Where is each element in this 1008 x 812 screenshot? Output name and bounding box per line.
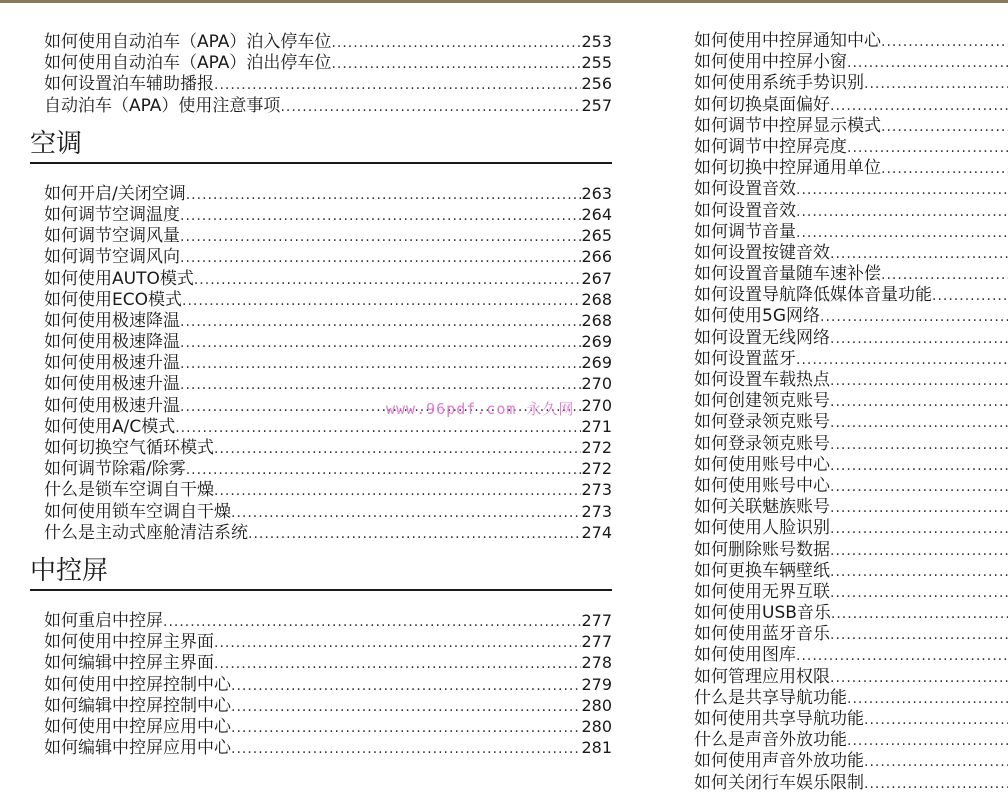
dot-leader: [214, 439, 581, 460]
toc-entry-title: 如何设置按键音效: [694, 242, 830, 263]
toc-entry[interactable]: [30, 289, 612, 310]
toc-entry[interactable]: [694, 540, 1008, 561]
toc-entry-page-number: 281: [581, 738, 612, 758]
toc-entry-title: 自动泊车（APA）使用注意事项: [44, 95, 281, 116]
toc-entry[interactable]: [30, 95, 612, 116]
toc-entry-title: 如何使用图库: [694, 645, 796, 666]
toc-entry-page-number: 280: [581, 716, 612, 736]
toc-entry-page-number: 278: [581, 653, 612, 673]
toc-entry-title: 如何切换空气循环模式: [44, 438, 214, 458]
dot-leader: [180, 354, 581, 375]
toc-entry-page-number: 270: [581, 374, 612, 394]
dot-leader: [180, 375, 581, 396]
toc-entry-title: 如何使用蓝牙音乐: [694, 624, 830, 645]
toc-entry-title: 如何使用共享导航功能: [694, 709, 864, 729]
dot-leader: [280, 97, 581, 118]
dot-leader: [864, 774, 1008, 794]
toc-entry[interactable]: [30, 631, 612, 652]
dot-leader: [830, 371, 1008, 392]
toc-entry-title: 如何编辑中控屏应用中心: [44, 738, 231, 759]
toc-entry-title: 如何切换中控屏通用单位: [694, 158, 881, 179]
dot-leader: [214, 481, 581, 502]
toc-entry-page-number: 274: [581, 522, 612, 542]
toc-entry[interactable]: [694, 688, 1008, 709]
dot-leader: [830, 413, 1008, 434]
toc-entry-title: 如何调节中控屏显示模式: [694, 115, 881, 136]
toc-entry-page-number: 268: [581, 310, 612, 330]
toc-entry-title: 如何设置车载热点: [694, 370, 830, 390]
dot-leader: [796, 180, 1008, 201]
toc-entry[interactable]: [30, 716, 612, 737]
toc-entry-title: 如何使用极速降温: [44, 332, 180, 353]
dot-leader: [881, 117, 1008, 138]
toc-entry-page-number: 277: [581, 610, 612, 630]
toc-entry-page-number: 267: [581, 268, 612, 288]
toc-entry[interactable]: [30, 610, 612, 631]
toc-entry[interactable]: [30, 31, 612, 52]
toc-entry[interactable]: [694, 730, 1008, 751]
toc-entry-page-number: 271: [581, 416, 612, 436]
toc-entry-title: 什么是锁车空调自干燥: [44, 480, 214, 501]
toc-entry[interactable]: [694, 518, 1008, 539]
toc-entry-title: 如何设置导航降低媒体音量功能: [694, 285, 932, 306]
toc-entry-page-number: 263: [581, 183, 612, 203]
toc-entry[interactable]: [694, 709, 1008, 730]
toc-entry-title: 如何调节空调风量: [44, 226, 180, 247]
dot-leader: [796, 223, 1008, 244]
toc-entry[interactable]: [30, 695, 612, 716]
toc-entry[interactable]: [694, 751, 1008, 772]
dot-leader: [796, 350, 1008, 371]
toc-entry-title: 如何使用中控屏小窗: [694, 52, 847, 73]
dot-leader: [180, 206, 581, 227]
dot-leader: [214, 75, 581, 96]
toc-entry[interactable]: [694, 455, 1008, 476]
toc-entry-title: 如何设置音效: [694, 200, 796, 221]
toc-entry[interactable]: [694, 116, 1008, 137]
toc-entry[interactable]: [694, 137, 1008, 158]
toc-entry[interactable]: [694, 306, 1008, 327]
section-heading-screen: 中控屏: [30, 555, 612, 591]
dot-leader: [830, 435, 1008, 456]
dot-leader: [864, 710, 1008, 731]
toc-entry-title: 如何关闭行车娱乐限制: [694, 772, 864, 793]
toc-entry[interactable]: [694, 95, 1008, 116]
dot-leader: [847, 731, 1008, 752]
dot-leader: [831, 604, 1008, 625]
toc-entry[interactable]: [694, 391, 1008, 412]
toc-entry-title: 如何使用USB音乐: [694, 603, 831, 624]
toc-entry[interactable]: [30, 352, 612, 373]
toc-entry-title: 如何使用ECO模式: [44, 289, 182, 310]
toc-entry[interactable]: [694, 222, 1008, 243]
dot-leader: [180, 312, 581, 333]
dot-leader: [248, 524, 581, 545]
dot-leader: [231, 697, 581, 718]
toc-entry[interactable]: [30, 522, 612, 543]
dot-leader: [186, 185, 582, 206]
toc-entry-page-number: 277: [581, 632, 612, 652]
dot-leader: [830, 625, 1008, 646]
dot-leader: [864, 752, 1008, 773]
dot-leader: [847, 53, 1008, 74]
toc-entry[interactable]: [694, 434, 1008, 455]
section-heading-ac: 空调: [30, 128, 612, 164]
toc-entry[interactable]: [694, 497, 1008, 518]
toc-entry-page-number: 280: [581, 695, 612, 715]
toc-entry-title: 什么是主动式座舱清洁系统: [44, 522, 248, 543]
dot-leader: [180, 227, 581, 248]
toc-entry-title: 如何设置音量随车速补偿: [694, 264, 881, 285]
toc-entry-title: 如何使用账号中心: [694, 475, 830, 496]
toc-entry-title: 如何使用声音外放功能: [694, 751, 864, 772]
toc-entry-title: 如何创建领克账号: [694, 391, 830, 412]
toc-entry-title: 如何使用账号中心: [694, 454, 830, 475]
toc-entry[interactable]: [694, 31, 1008, 52]
toc-entry[interactable]: [30, 737, 612, 758]
dot-leader: [231, 676, 581, 697]
dot-leader: [175, 418, 581, 439]
toc-entry[interactable]: [30, 225, 612, 246]
toc-entry-page-number: 269: [581, 353, 612, 373]
dot-leader: [881, 159, 1008, 180]
toc-group-apa: [30, 31, 612, 116]
toc-entry-title: 如何使用自动泊车（APA）泊出停车位: [44, 53, 332, 74]
toc-entry[interactable]: [30, 479, 612, 500]
toc-entry[interactable]: [694, 603, 1008, 624]
toc-entry-page-number: 272: [581, 459, 612, 479]
toc-entry-title: 如何调节中控屏亮度: [694, 136, 847, 157]
dot-leader: [231, 503, 581, 524]
dot-leader: [186, 460, 582, 481]
watermark-text: www.96pdf.com 永久网: [386, 400, 575, 418]
dot-leader: [796, 202, 1008, 223]
dot-leader: [830, 329, 1008, 350]
dot-leader: [830, 96, 1008, 117]
toc-entry[interactable]: [30, 373, 612, 394]
toc-entry-page-number: 253: [581, 32, 612, 51]
toc-entry-title: 如何切换桌面偏好: [694, 94, 830, 115]
toc-entry[interactable]: [694, 349, 1008, 370]
dot-leader: [830, 244, 1008, 265]
toc-entry[interactable]: [30, 52, 612, 73]
toc-entry-page-number: 270: [581, 395, 612, 415]
dot-leader: [163, 612, 581, 633]
toc-entry[interactable]: [30, 183, 612, 204]
toc-entry-page-number: 273: [581, 480, 612, 500]
toc-entry-title: 如何使用系统手势识别: [694, 73, 864, 94]
toc-entry-title: 如何设置泊车辅助播报: [44, 74, 214, 95]
toc-entry-page-number: 255: [581, 53, 612, 73]
dot-leader: [820, 307, 1008, 328]
toc-entry-title: 如何使用中控屏通知中心: [694, 31, 881, 51]
toc-entry[interactable]: [30, 458, 612, 479]
dot-leader: [881, 32, 1008, 53]
toc-entry[interactable]: [694, 667, 1008, 688]
dot-leader: [182, 291, 581, 312]
dot-leader: [830, 562, 1008, 583]
toc-entry[interactable]: [694, 285, 1008, 306]
toc-entry[interactable]: [694, 179, 1008, 200]
toc-entry[interactable]: [30, 437, 612, 458]
toc-entry[interactable]: [694, 328, 1008, 349]
toc-entry[interactable]: [694, 582, 1008, 603]
toc-entry[interactable]: [30, 204, 612, 225]
toc-entry-title: 什么是声音外放功能: [694, 730, 847, 751]
toc-entry[interactable]: [694, 201, 1008, 222]
toc-entry-title: 如何使用极速升温: [44, 395, 180, 416]
dot-leader: [214, 654, 581, 675]
toc-entry[interactable]: [694, 773, 1008, 794]
toc-entry[interactable]: [694, 264, 1008, 285]
toc-entry[interactable]: [30, 331, 612, 352]
dot-leader: [932, 286, 1008, 307]
toc-entry-page-number: 273: [581, 501, 612, 521]
toc-entry-title: 如何使用自动泊车（APA）泊入停车位: [44, 32, 332, 52]
toc-entry[interactable]: [694, 476, 1008, 497]
toc-entry[interactable]: [30, 674, 612, 695]
toc-entry-title: 如何编辑中控屏控制中心: [44, 695, 231, 716]
toc-entry-page-number: 265: [581, 226, 612, 246]
toc-entry-title: 如何更换车辆壁纸: [694, 560, 830, 581]
toc-entry-title: 如何使用无界互联: [694, 581, 830, 602]
toc-entry-title: 如何使用中控屏控制中心: [44, 674, 231, 695]
toc-entry-page-number: 279: [581, 674, 612, 694]
toc-entry[interactable]: [694, 243, 1008, 264]
toc-entry-title: 如何登录领克账号: [694, 412, 830, 433]
toc-entry-title: 如何调节空调风向: [44, 247, 180, 268]
toc-entry[interactable]: [694, 73, 1008, 94]
toc-entry[interactable]: [30, 246, 612, 267]
toc-entry-page-number: 257: [581, 95, 612, 115]
toc-entry-title: 如何登录领克账号: [694, 433, 830, 454]
toc-entry[interactable]: [30, 268, 612, 289]
dot-leader: [830, 477, 1008, 498]
dot-leader: [830, 541, 1008, 562]
dot-leader: [847, 138, 1008, 159]
toc-entry-title: 如何使用极速升温: [44, 353, 180, 374]
dot-leader: [194, 270, 582, 291]
toc-entry[interactable]: [694, 412, 1008, 433]
dot-leader: [180, 248, 581, 269]
toc-entry-title: 如何使用中控屏应用中心: [44, 716, 231, 737]
dot-leader: [796, 646, 1008, 667]
dot-leader: [830, 519, 1008, 540]
toc-entry-title: 如何使用极速升温: [44, 374, 180, 395]
toc-entry-title: 什么是共享导航功能: [694, 687, 847, 708]
toc-entry-title: 如何设置蓝牙: [694, 348, 796, 369]
toc-entry[interactable]: [694, 561, 1008, 582]
dot-leader: [830, 392, 1008, 413]
toc-entry-title: 如何使用人脸识别: [694, 518, 830, 539]
dot-leader: [214, 633, 581, 654]
toc-entry-title: 如何使用锁车空调自干燥: [44, 501, 231, 522]
dot-leader: [830, 456, 1008, 477]
toc-entry-title: 如何调节空调温度: [44, 204, 180, 225]
toc-entry[interactable]: [694, 370, 1008, 391]
toc-entry-page-number: 264: [581, 204, 612, 224]
toc-entry-title: 如何使用中控屏主界面: [44, 632, 214, 653]
toc-right-column: [694, 31, 1008, 794]
toc-entry-title: 如何设置无线网络: [694, 327, 830, 348]
toc-entry-title: 如何删除账号数据: [694, 539, 830, 560]
toc-entry[interactable]: [694, 52, 1008, 73]
toc-entry-title: 如何使用极速降温: [44, 310, 180, 331]
toc-entry-title: 如何关联魅族账号: [694, 497, 830, 518]
toc-entry-title: 如何使用A/C模式: [44, 416, 176, 437]
toc-entry-title: 如何管理应用权限: [694, 666, 830, 687]
toc-left-column: [30, 31, 612, 758]
dot-leader: [881, 265, 1008, 286]
toc-entry-page-number: 256: [581, 74, 612, 94]
dot-leader: [180, 333, 581, 354]
dot-leader: [231, 718, 581, 739]
dot-leader: [830, 668, 1008, 689]
toc-entry[interactable]: [30, 652, 612, 673]
toc-entry-title: 如何调节除霜/除雾: [44, 459, 186, 480]
toc-entry-page-number: 269: [581, 332, 612, 352]
toc-entry[interactable]: [694, 158, 1008, 179]
toc-entry-title: 如何开启/关闭空调: [44, 183, 186, 204]
dot-leader: [830, 498, 1008, 519]
toc-entry[interactable]: [30, 310, 612, 331]
toc-entry-title: 如何使用5G网络: [694, 306, 820, 327]
toc-entry[interactable]: [694, 645, 1008, 666]
toc-entry[interactable]: [694, 624, 1008, 645]
toc-entry-title: 如何使用AUTO模式: [44, 268, 194, 289]
toc-group-screen: [30, 610, 612, 758]
toc-entry-title: 如何设置音效: [694, 179, 796, 200]
toc-entry-title: 如何调节音量: [694, 221, 796, 242]
dot-leader: [830, 583, 1008, 604]
toc-entry-title: 如何重启中控屏: [44, 610, 163, 631]
toc-entry-page-number: 266: [581, 247, 612, 267]
toc-entry-page-number: 272: [581, 438, 612, 457]
toc-group-ac: [30, 183, 612, 543]
toc-entry-page-number: 268: [581, 289, 612, 309]
dot-leader: [331, 33, 581, 54]
dot-leader: [864, 74, 1008, 95]
toc-entry-title: 如何编辑中控屏主界面: [44, 653, 214, 674]
toc-entry[interactable]: [30, 73, 612, 94]
toc-entry[interactable]: [30, 501, 612, 522]
top-border: [0, 0, 1008, 3]
dot-leader: [231, 739, 581, 760]
dot-leader: [331, 54, 581, 75]
dot-leader: [847, 689, 1008, 710]
